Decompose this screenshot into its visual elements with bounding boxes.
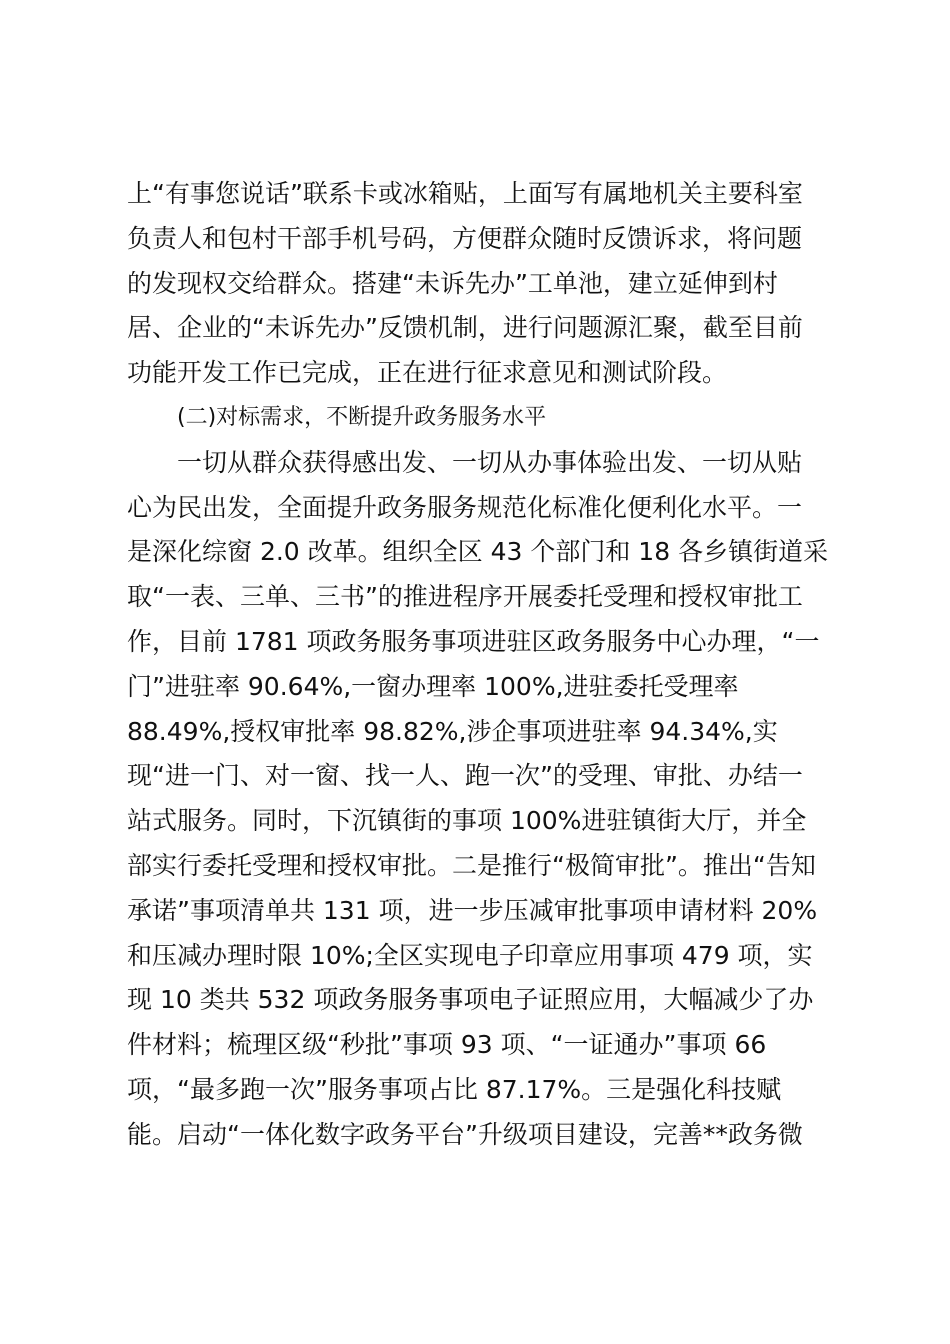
text-line: 功能开发工作已完成，正在进行征求意见和测试阶段。 (127, 358, 728, 388)
paragraph-2 (127, 441, 847, 1158)
text-line: 现“进一门、对一窗、找一人、跑一次”的受理、审批、办结一 (127, 761, 803, 791)
text-line: 的发现权交给群众。搭建“未诉先办”工单池，建立延伸到村 (127, 268, 778, 298)
text-line: 居、企业的“未诉先办”反馈机制，进行问题源汇聚，截至目前 (127, 313, 803, 343)
text-line: 心为民出发，全面提升政务服务规范化标准化便利化水平。一 (127, 492, 803, 522)
text-line: 作，目前 1781 项政务服务事项进驻区政务服务中心办理，“一 (127, 626, 820, 656)
text-line: 88.49%,授权审批率 98.82%,涉企事项进驻率 94.34%,实 (127, 716, 778, 746)
text-line: 承诺”事项清单共 131 项，进一步压减审批事项申请材料 20% (127, 895, 818, 925)
text-line: 件材料；梳理区级“秒批”事项 93 项、“一证通办”事项 66 (127, 1030, 767, 1060)
text-line: 现 10 类共 532 项政务服务事项电子证照应用，大幅减少了办 (127, 985, 814, 1015)
text-line: 部实行委托受理和授权审批。二是推行“极简审批”。推出“告知 (127, 850, 816, 880)
section-heading: (二)对标需求，不断提升政务服务水平 (177, 404, 547, 430)
text-line: 负责人和包村干部手机号码，方便群众随时反馈诉求，将问题 (127, 223, 803, 253)
text-line: 能。启动“一体化数字政务平台”升级项目建设，完善**政务微 (127, 1119, 803, 1149)
text-line: 站式服务。同时，下沉镇街的事项 100%进驻镇街大厅，并全 (127, 806, 807, 836)
paragraph-1 (127, 172, 847, 396)
text-line: 项，“最多跑一次”服务事项占比 87.17%。三是强化科技赋 (127, 1074, 782, 1104)
text-line: 取“一表、三单、三书”的推进程序开展委托受理和授权审批工 (127, 582, 803, 612)
text-line: 上“有事您说话”联系卡或冰箱贴，上面写有属地机关主要科室 (127, 179, 803, 208)
text-line: 是深化综窗 2.0 改革。组织全区 43 个部门和 18 各乡镇街道采 (127, 537, 829, 567)
text-line: 一切从群众获得感出发、一切从办事体验出发、一切从贴 (177, 447, 803, 477)
document-body (127, 172, 847, 1158)
text-line: 门”进驻率 90.64%,一窗办理率 100%,进驻委托受理率 (127, 671, 739, 701)
text-line: 和压减办理时限 10%;全区实现电子印章应用事项 479 项，实 (127, 940, 813, 970)
